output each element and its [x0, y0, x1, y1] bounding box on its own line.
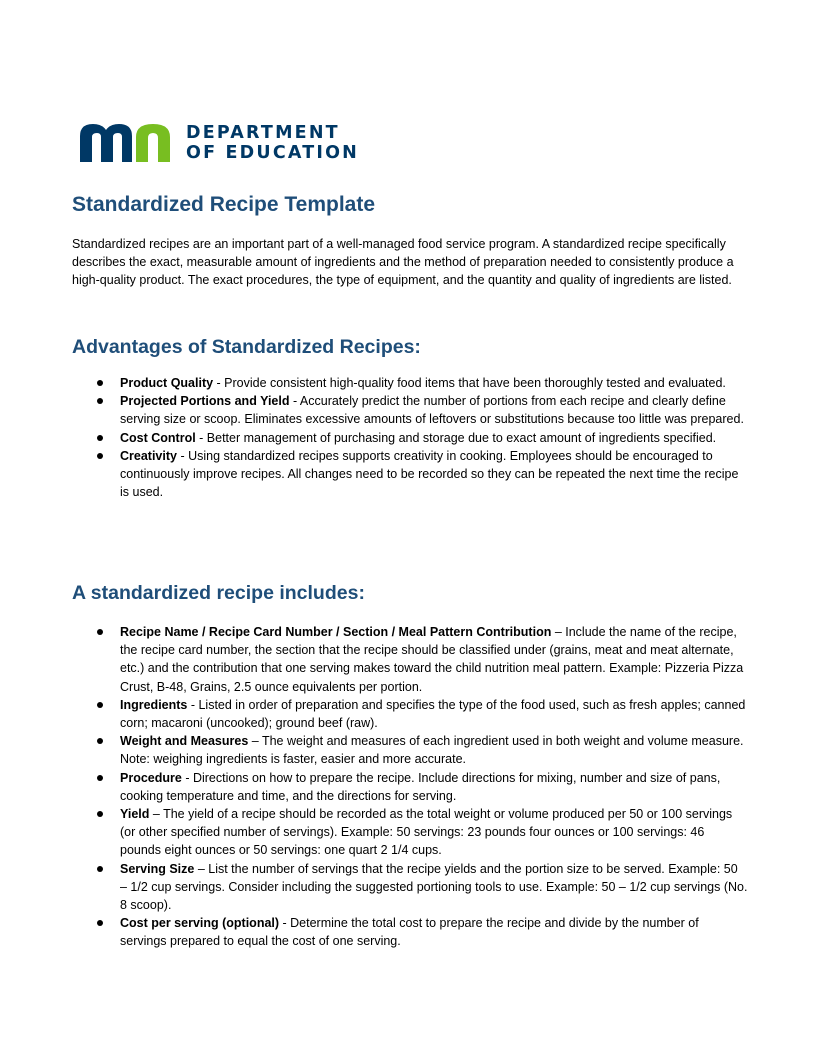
item-text: - Accurately predict the number of portions from each recipe and clearly define serving size or scoop. Eliminates excessive amounts of leftovers or substitutions because too little was prepared. [120, 394, 744, 427]
bullet-icon [97, 775, 103, 781]
logo-wordmark [186, 123, 359, 163]
bullet-icon [97, 920, 103, 926]
item-text: – List the number of servings that the recipe yields and the portion size to be served. Example: 50 – 1/2 cup servings. Consider including the suggested portioning tools to use. Example: 50 – 1/2 cup servings (No. 8 scoop). [120, 861, 748, 913]
item-term: Weight and Measures [120, 734, 249, 749]
list-item [72, 447, 748, 502]
item-text: - Determine the total cost to prepare the recipe and divide by the number of servings prepared to equal the cost of one serving. [120, 916, 699, 949]
bullet-icon [97, 738, 103, 744]
bullet-icon [97, 398, 103, 404]
list-item [72, 914, 748, 950]
list-item [72, 374, 748, 392]
item-text: – Include the name of the recipe, the recipe card number, the section that the recipe should be classified under (grains, meat and meat alternate, etc.) and the contribution that one serving makes toward the child nutrition meal pattern. Example: Pizzeria Pizza Crust, B-48, Grains, 2.5 ounce equivalents per portion. [120, 625, 744, 694]
includes-heading: A standardized recipe includes: [72, 582, 365, 604]
page-title: Standardized Recipe Template [72, 193, 376, 216]
item-term: Cost per serving (optional) [120, 916, 280, 931]
includes-list [72, 623, 748, 951]
list-item [72, 860, 748, 915]
bullet-icon [97, 380, 103, 386]
item-text: - Directions on how to prepare the recipe. Include directions for mixing, number and size of pans, cooking temperature and time, and the directions for serving. [120, 770, 721, 803]
intro-paragraph: Standardized recipes are an important part of a well-managed food service program. A standardized recipe specifically describes the exact, measurable amount of ingredients and the method of preparation needed to consistently produce a high-quality product. The exact procedures, the type of equipment, and the quantity and quality of ingredients are listed. [72, 237, 734, 288]
item-text: - Listed in order of preparation and specifies the type of the food used, such as fresh apples; canned corn; macaroni (uncooked); ground beef (raw). [120, 697, 746, 731]
mn-logo-mark-icon [80, 122, 172, 162]
item-term: Creativity [120, 448, 177, 463]
mn-department-of-education-logo [80, 122, 359, 162]
list-item [72, 769, 748, 805]
bullet-icon [97, 629, 103, 635]
item-term: Projected Portions and Yield [120, 394, 290, 409]
item-term: Product Quality [120, 376, 214, 390]
item-term: Procedure [120, 770, 182, 785]
item-text: - Provide consistent high-quality food items that have been thoroughly tested and evaluated. [213, 376, 726, 390]
list-item [72, 732, 748, 768]
advantages-list [72, 374, 748, 501]
bullet-icon [97, 811, 103, 817]
logo-line-1: DEPARTMENT [186, 123, 340, 143]
item-term: Ingredients [120, 697, 188, 712]
bullet-icon [97, 435, 103, 441]
list-item [72, 805, 748, 860]
advantages-heading: Advantages of Standardized Recipes: [72, 336, 421, 358]
item-text: – The yield of a recipe should be recorded as the total weight or volume produced per 50 or 100 servings (or other specified number of servings). Example: 50 servings: 23 pounds four ounces or 100 servings: 46 pounds eight ounces or 50 servings: one quart 2 1/4 cups. [120, 807, 733, 858]
list-item [72, 392, 748, 428]
list-item [72, 429, 748, 447]
item-term: Recipe Name / Recipe Card Number / Section / Meal Pattern Contribution [120, 625, 552, 639]
item-term: Cost Control [120, 430, 196, 445]
logo-line-2: OF EDUCATION [186, 143, 360, 163]
item-term: Serving Size [120, 861, 195, 876]
item-text: – The weight and measures of each ingredient used in both weight and volume measure. Note: weighing ingredients is faster, easier and more accurate. [120, 734, 744, 767]
bullet-icon [97, 866, 103, 872]
bullet-icon [97, 702, 103, 708]
list-item [72, 623, 748, 696]
item-term: Yield [120, 807, 150, 822]
item-text: - Using standardized recipes supports creativity in cooking. Employees should be encouraged to continuously improve recipes. All changes need to be recorded so they can be repeated the next time the recipe is used. [120, 448, 739, 500]
item-text: - Better management of purchasing and storage due to exact amount of ingredients specified. [195, 430, 717, 445]
bullet-icon [97, 453, 103, 459]
list-item [72, 696, 748, 732]
